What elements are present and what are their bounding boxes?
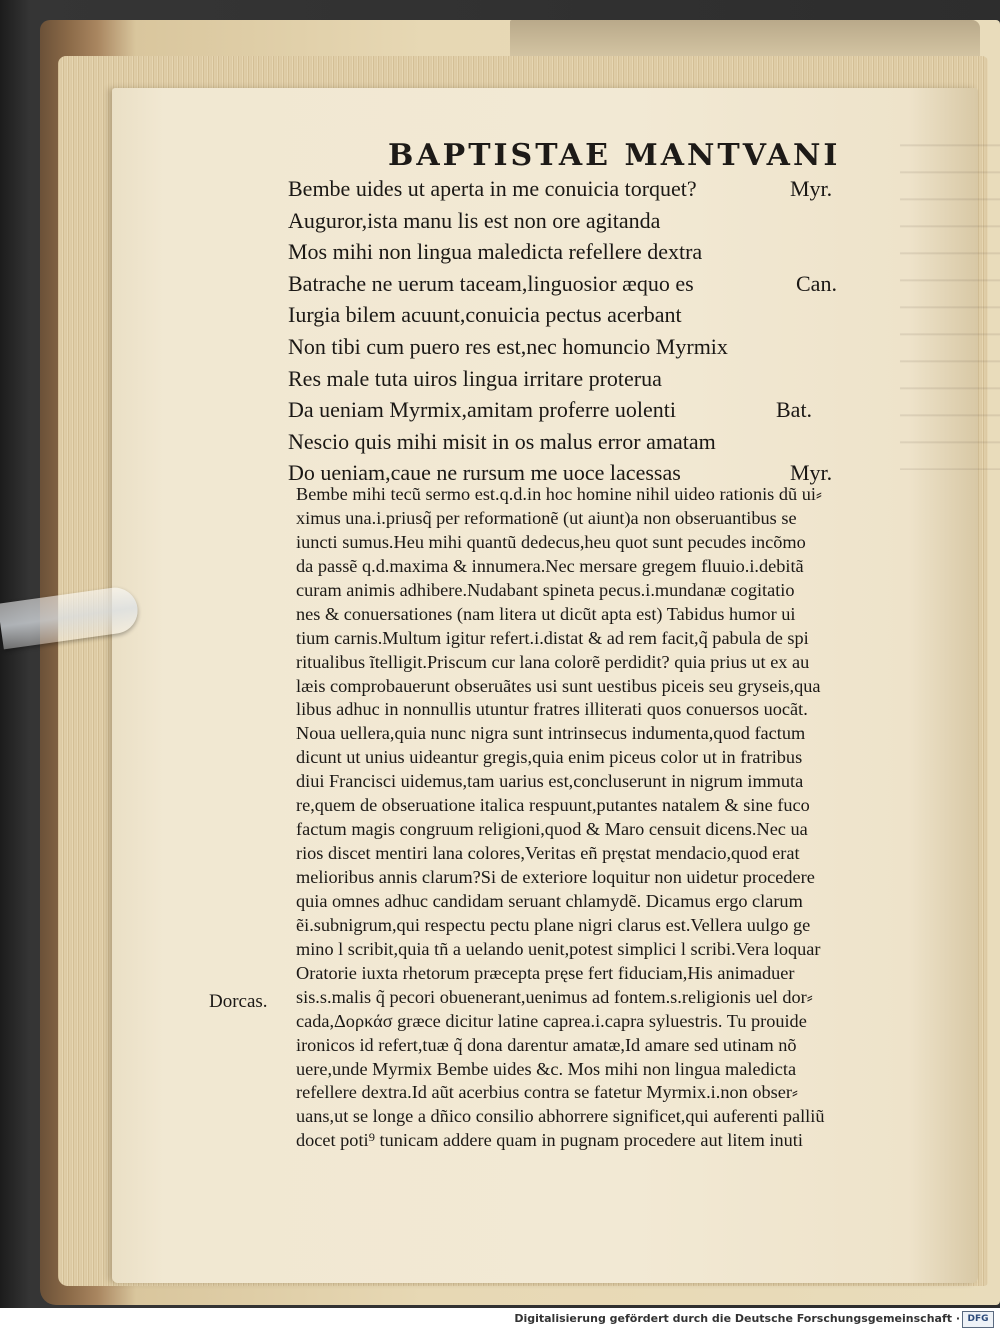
verse-text: Non tibi cum puero res est,nec homuncio Myrmix	[288, 333, 728, 359]
commentary-line: libus adhuc in nonnullis utuntur fratres illiterati quos conuersos uocãt.	[296, 699, 808, 720]
commentary-line: sis.s.malis q̃ pecori obuenerant,uenimus ad fontem.s.religionis uel dor⸗	[296, 986, 813, 1007]
verse-line	[288, 429, 848, 461]
commentary-line: Bembe mihi tecũ sermo est.q.d.in hoc homine nihil uideo rationis dũ ui⸗	[296, 484, 823, 504]
commentary-block	[296, 483, 908, 1153]
commentary-line: factum magis congruum religioni,quod & Maro censuit dicens.Nec ua	[296, 819, 808, 840]
verse-line	[288, 208, 848, 240]
speaker-label: Bat.	[776, 397, 813, 423]
commentary-line: tium carnis.Multum igitur refert.i.distat & ad rem facit,q̃ pabula de spi	[296, 627, 809, 648]
footer-bar	[0, 1308, 1000, 1330]
footer-credit: Digitalisierung gefördert durch die Deutsche Forschungsgemeinschaft ·	[514, 1312, 960, 1325]
commentary-line: Noua uellera,quia nunc nigra sunt intrinsecus indumenta,quod factum	[296, 723, 806, 744]
verse-line	[288, 366, 848, 398]
commentary-line: curam animis adhibere.Nudabant spineta pecus.i.mundanæ cogitatio	[296, 579, 795, 600]
commentary-line: quia omnes adhuc candidam seruant chlamydẽ. Dicamus ergo clarum	[296, 890, 803, 911]
commentary-line: diui Francisci uidemus,tam uarius est,concluserunt in nigrum immuta	[296, 771, 804, 792]
commentary-line: dicunt ut unius uideantur gregis,quia enim piceus color ut in fratribus	[296, 747, 803, 768]
commentary-line: nes & conuersationes (nam litera ut dicũt apta est) Tabidus humor ui	[296, 603, 796, 624]
commentary-line: refellere dextra.Id aũt acerbius contra se fatetur Myrmix.i.non obser⸗	[296, 1082, 799, 1103]
verse-line	[288, 271, 848, 303]
verse-line	[288, 239, 848, 271]
verse-text: Da ueniam Myrmix,amitam proferre uolenti	[288, 397, 676, 423]
verse-text: Batrache ne uerum taceam,linguosior æquo es	[288, 270, 694, 296]
speaker-label: Can.	[796, 270, 837, 296]
verse-text: Do ueniam,caue ne rursum me uoce lacessas	[288, 460, 681, 486]
commentary-line: mino l scribit,quia tñ a uelando uenit,potest simplici l scribi.Vera loquar	[296, 938, 821, 959]
speaker-label: Myr.	[790, 176, 833, 201]
commentary-line: ẽi.subnigrum,qui respectu pectu plane nigri clarus est.Vellera uulgo ge	[296, 914, 811, 935]
marginal-note: Dorcas.	[209, 991, 268, 1012]
commentary-line: iuncti sumus.Heu mihi quantũ dedecus,heu quot sunt pecudes incõmo	[296, 531, 806, 552]
commentary-line: uans,ut se longe a dñico consilio abhorrere significet,qui auferenti palliũ	[296, 1106, 825, 1127]
commentary-line: læis comprobauerunt obseruãtes usi sunt uestibus piceis seu gryseis,qua	[296, 675, 821, 696]
commentary-line: melioribus annis clarum?Si de exteriore loquitur non uidetur procedere	[296, 867, 815, 887]
verse-block	[288, 176, 848, 492]
commentary-line: da passẽ q.d.maxima & innumera.Nec mersare gregem fluuio.i.debitã	[296, 555, 804, 576]
commentary-line: docet poti⁹ tunicam addere quam in pugnam procedere aut litem inuti	[296, 1130, 803, 1151]
verse-text: Iurgia bilem acuunt,conuicia pectus acerbant	[288, 302, 682, 328]
commentary-line: ironicos id refert,tuæ q̃ dona darentur amatæ,Id amare sed utinam nõ	[296, 1034, 797, 1055]
commentary-line: Oratorie iuxta rhetorum præcepta pręse fert fiduciam,His animaduer	[296, 962, 795, 983]
speaker-label: Myr.	[790, 460, 833, 486]
verse-line	[288, 302, 848, 334]
verse-line	[288, 397, 848, 429]
commentary-line: uere,unde Myrmix Bembe uides &c. Mos mihi non lingua maledicta	[296, 1058, 797, 1079]
commentary-line: rios discet mentiri lana colores,Veritas eñ pręstat mendacio,quod erat	[296, 843, 800, 864]
commentary-line: re,quem de obseruatione italica respuunt,putantes natalem & sine fuco	[296, 795, 810, 816]
commentary-line: ximus una.i.priusq̃ per reformationẽ (ut aiunt)a non obseruantibus se	[296, 507, 797, 528]
verse-text: Mos mihi non lingua maledicta refellere dextra	[288, 239, 703, 265]
verse-text: Nescio quis mihi misit in os malus error amatam	[288, 428, 716, 454]
verse-text: Res male tuta uiros lingua irritare proterua	[288, 365, 662, 391]
dfg-logo: DFG	[962, 1311, 994, 1328]
commentary-line: cada,Δορκάσ græce dicitur latine caprea.i.capra syluestris. Tu prouide	[296, 1010, 807, 1031]
commentary-line: ritualibus ĩtelligit.Priscum cur lana colorẽ perdidit? quia prius ut ex au	[296, 651, 810, 672]
running-head: BAPTISTAE MANTVANI	[388, 138, 841, 173]
verse-text: Bembe uides ut aperta in me conuicia torquet?	[288, 176, 697, 201]
verse-line	[288, 334, 848, 366]
verse-text: Auguror,ista manu lis est non ore agitanda	[288, 207, 661, 233]
verse-line	[288, 176, 848, 208]
facing-page-bleedthrough	[900, 130, 1000, 470]
